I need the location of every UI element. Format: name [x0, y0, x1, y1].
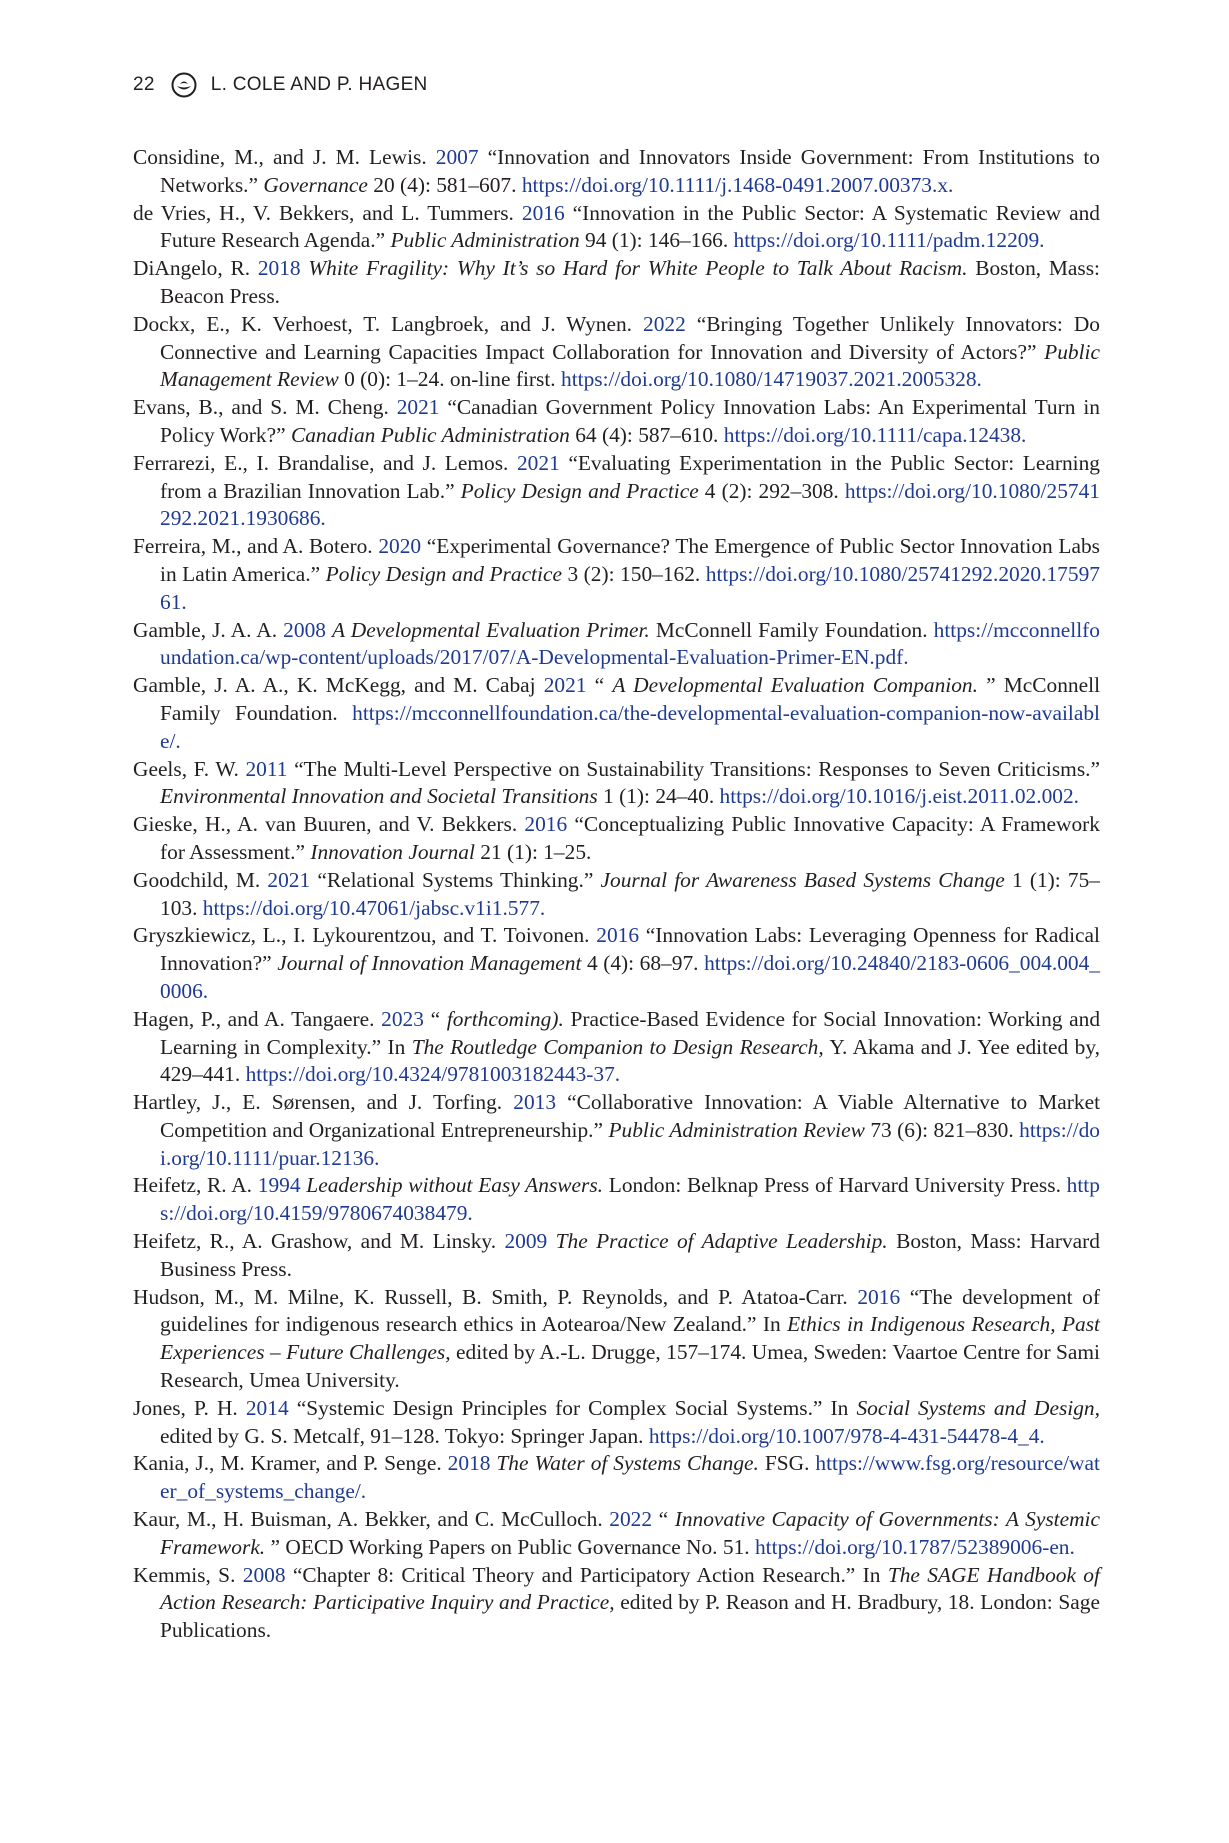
reference-authors: Heifetz, R. A.: [133, 1173, 253, 1198]
reference-details-2: Y. Akama and J. Yee edited by, 429–441.: [160, 1034, 1100, 1087]
reference-details: Boston, Mass: Harvard Business Press.: [160, 1229, 1100, 1281]
reference-doi-link[interactable]: https://doi.org/10.4324/9781003182443-37.: [245, 1062, 621, 1087]
reference-title: “Bringing Together Unlikely Innovators: Do Connective and Learning Capacities Impact Collaboration for Innovation and Diversity of Actors?”: [160, 311, 1100, 364]
reference-authors: Gamble, J. A. A., K. McKegg, and M. Cabaj: [133, 673, 536, 698]
reference-details: 1 (1): 24–40.: [603, 784, 715, 809]
reference-entry: [133, 311, 1100, 394]
reference-entry: [133, 756, 1100, 812]
reference-authors: Kania, J., M. Kramer, and P. Senge.: [133, 1451, 442, 1476]
reference-source: Environmental Innovation and Societal Transitions: [160, 784, 598, 809]
reference-title: “: [430, 1006, 441, 1031]
reference-authors: Hartley, J., E. Sørensen, and J. Torfing.: [133, 1090, 503, 1115]
reference-year-link[interactable]: 2009: [504, 1229, 548, 1254]
reference-doi-link[interactable]: https://doi.org/10.1111/puar.12136.: [160, 1117, 1100, 1170]
reference-entry: [133, 867, 1100, 923]
reference-doi-link[interactable]: https://mcconnellfoundation.ca/the-developmental-evaluation-companion-now-available/.: [160, 700, 1100, 753]
reference-year-link[interactable]: 2018: [257, 256, 301, 281]
reference-year-link[interactable]: 2013: [513, 1090, 557, 1115]
running-header-authors: L. COLE AND P. HAGEN: [210, 74, 428, 95]
reference-details: Practice-Based Evidence for Social Innovation: Working and Learning in Complexity.” In: [160, 1006, 1101, 1059]
reference-title: “The Multi-Level Perspective on Sustainability Transitions: Responses to Seven Criticisms.”: [294, 756, 1100, 781]
reference-title: “Canadian Government Policy Innovation Labs: An Experimental Turn in Policy Work?”: [160, 395, 1100, 447]
reference-source: Innovation Journal: [310, 839, 475, 864]
reference-year-link[interactable]: 1994: [257, 1173, 301, 1198]
reference-year-link[interactable]: 2016: [857, 1284, 901, 1309]
reference-details: ” McConnell Family Foundation.: [160, 673, 1101, 725]
reference-year-link[interactable]: 2016: [596, 923, 640, 948]
reference-doi-link[interactable]: https://doi.org/10.1787/52389006-en.: [754, 1534, 1075, 1559]
reference-year-link[interactable]: 2021: [396, 395, 440, 420]
reference-year-link[interactable]: 2016: [524, 812, 568, 837]
reference-entry: [133, 1450, 1100, 1506]
reference-authors: Geels, F. W.: [133, 756, 239, 781]
reference-year-link[interactable]: 2007: [435, 145, 479, 169]
reference-authors: Gieske, H., A. van Buuren, and V. Bekkers.: [133, 812, 518, 837]
reference-doi-link[interactable]: https://doi.org/10.1007/978-4-431-54478-4_4.: [648, 1423, 1045, 1448]
reference-details: 21 (1): 1–25.: [480, 839, 592, 864]
reference-details: 73 (6): 821–830.: [870, 1117, 1014, 1142]
reference-year-link[interactable]: 2008: [242, 1562, 286, 1587]
reference-authors: Hagen, P., and A. Tangaere.: [133, 1006, 375, 1031]
reference-entry: [133, 533, 1100, 616]
reference-details: edited by P. Reason and H. Bradbury, 18. London: Sage Publications.: [160, 1590, 1100, 1643]
reference-authors: Ferrarezi, E., I. Brandalise, and J. Lemos.: [133, 450, 509, 475]
running-header: [133, 72, 428, 98]
reference-source: Policy Design and Practice: [460, 478, 699, 503]
reference-title: “Chapter 8: Critical Theory and Participatory Action Research.” In: [292, 1562, 881, 1587]
reference-source: The Practice of Adaptive Leadership.: [555, 1229, 888, 1254]
reference-entry: [133, 144, 1100, 200]
reference-title: “: [594, 673, 605, 698]
reference-year-link[interactable]: 2023: [381, 1006, 424, 1031]
reference-doi-link[interactable]: https://doi.org/10.47061/jabsc.v1i1.577.: [202, 895, 546, 920]
reference-entry: [133, 1172, 1100, 1228]
reference-entry: [133, 255, 1100, 311]
reference-authors: Gryszkiewicz, L., I. Lykourentzou, and T. Toivonen.: [133, 923, 590, 948]
reference-source: Journal of Innovation Management: [277, 951, 582, 976]
reference-source: Governance: [263, 172, 368, 197]
reference-details: 20 (4): 581–607.: [373, 172, 517, 197]
reference-details: McConnell Family Foundation.: [655, 617, 928, 642]
reference-authors: de Vries, H., V. Bekkers, and L. Tummers.: [133, 200, 514, 225]
reference-source: Public Management Review: [160, 339, 1100, 392]
reference-year-link[interactable]: 2020: [378, 534, 422, 559]
reference-year-link[interactable]: 2022: [643, 311, 686, 336]
reference-authors: Heifetz, R., A. Grashow, and M. Linsky.: [133, 1229, 497, 1254]
reference-entry: [133, 1006, 1100, 1089]
reference-details: FSG.: [764, 1451, 810, 1476]
reference-details: Boston, Mass: Beacon Press.: [160, 256, 1101, 308]
reference-doi-link[interactable]: https://doi.org/10.1111/capa.12438.: [723, 422, 1027, 447]
reference-year-link[interactable]: 2018: [447, 1451, 491, 1476]
reference-authors: Gamble, J. A. A.: [133, 617, 278, 642]
reference-doi-link[interactable]: https://doi.org/10.1111/j.1468-0491.2007.00373.x.: [521, 172, 954, 197]
reference-authors: Kaur, M., H. Buisman, A. Bekker, and C. McCulloch.: [133, 1507, 603, 1532]
reference-authors: Hudson, M., M. Milne, K. Russell, B. Smith, P. Reynolds, and P. Atatoa-Carr.: [133, 1284, 848, 1309]
reference-year-link[interactable]: 2014: [245, 1395, 289, 1420]
reference-title: “Innovation and Innovators Inside Government: From Institutions to Networks.”: [160, 145, 1101, 197]
reference-entry: [133, 1506, 1100, 1562]
reference-year-link[interactable]: 2008: [283, 617, 326, 642]
reference-entry: [133, 1562, 1100, 1645]
reference-details: 4 (2): 292–308.: [704, 478, 839, 503]
reference-entry: [133, 1284, 1100, 1395]
reference-doi-link[interactable]: https://mcconnellfoundation.ca/wp-content/uploads/2017/07/A-Developmental-Evaluation-Primer-EN.pdf.: [160, 617, 1100, 670]
reference-details: 4 (4): 68–97.: [586, 951, 699, 976]
reference-entry: [133, 394, 1100, 450]
reference-details: 3 (2): 150–162.: [567, 561, 701, 586]
reference-source: Canadian Public Administration: [290, 422, 570, 447]
reference-title: “Conceptualizing Public Innovative Capacity: A Framework for Assessment.”: [160, 812, 1100, 864]
reference-source: Policy Design and Practice: [325, 561, 562, 586]
reference-year-link[interactable]: 2021: [267, 867, 311, 892]
reference-title: “: [658, 1507, 669, 1532]
reference-year-link[interactable]: 2021: [543, 673, 587, 698]
reference-details: 94 (1): 146–166.: [585, 228, 729, 253]
reference-entry: [133, 922, 1100, 1005]
reference-source: The SAGE Handbook of Action Research: Participative Inquiry and Practice,: [160, 1562, 1100, 1615]
reference-doi-link[interactable]: https://doi.org/10.24840/2183-0606_004.004_0006.: [160, 951, 1100, 1003]
reference-details: 1 (1): 75–103.: [160, 867, 1100, 920]
reference-source: Leadership without Easy Answers.: [306, 1173, 604, 1198]
reference-source: Journal for Awareness Based Systems Change: [600, 867, 1005, 892]
reference-doi-link[interactable]: https://doi.org/10.4159/9780674038479.: [160, 1173, 1100, 1226]
reference-details: 0 (0): 1–24. on-line first.: [344, 367, 556, 392]
reference-authors: Evans, B., and S. M. Cheng.: [133, 395, 389, 420]
reference-source: Innovative Capacity of Governments: A Systemic Framework.: [160, 1507, 1100, 1559]
reference-source: forthcoming).: [446, 1006, 564, 1031]
reference-entry: [133, 617, 1100, 673]
reference-details: edited by G. S. Metcalf, 91–128. Tokyo: Springer Japan.: [160, 1423, 644, 1448]
reference-year-link[interactable]: 2022: [609, 1507, 653, 1532]
reference-details: London: Belknap Press of Harvard University Press.: [608, 1173, 1061, 1198]
reference-entry: [133, 1228, 1100, 1284]
reference-details: ” OECD Working Papers on Public Governance No. 51.: [270, 1534, 750, 1559]
reference-doi-link[interactable]: https://doi.org/10.1080/25741292.2020.1759761.: [160, 561, 1100, 614]
reference-source: Public Administration Review: [608, 1117, 865, 1142]
reference-doi-link[interactable]: https://www.fsg.org/resource/water_of_systems_change/.: [160, 1451, 1100, 1504]
reference-source: White Fragility: Why It’s so Hard for White People to Talk About Racism.: [308, 256, 968, 281]
reference-source: A Developmental Evaluation Primer.: [332, 617, 650, 642]
reference-title: “Innovation Labs: Leveraging Openness for Radical Innovation?”: [160, 923, 1100, 976]
reference-doi-link[interactable]: https://doi.org/10.1111/padm.12209.: [733, 228, 1045, 253]
reference-authors: DiAngelo, R.: [133, 256, 251, 281]
reference-entry: [133, 1089, 1100, 1172]
reference-authors: Kemmis, S.: [133, 1562, 236, 1587]
reference-authors: Considine, M., and J. M. Lewis.: [133, 145, 427, 169]
reference-source: Public Administration: [390, 228, 580, 253]
reference-entry: [133, 1395, 1100, 1451]
reference-source: Ethics in Indigenous Research, Past Experiences – Future Challenges,: [160, 1312, 1100, 1365]
reference-details: edited by A.-L. Drugge, 157–174. Umea, Sweden: Vaartoe Centre for Sami Research, Umea University.: [160, 1340, 1101, 1393]
reference-entry: [133, 200, 1100, 256]
page-number: 22: [133, 74, 155, 95]
reference-doi-link[interactable]: https://doi.org/10.1080/25741292.2021.1930686.: [160, 478, 1100, 531]
reference-title: “Innovation in the Public Sector: A Systematic Review and Future Research Agenda.”: [160, 200, 1100, 253]
reference-authors: Dockx, E., K. Verhoest, T. Langbroek, and J. Wynen.: [133, 311, 633, 336]
reference-year-link[interactable]: 2011: [245, 756, 288, 781]
reference-title: “Experimental Governance? The Emergence of Public Sector Innovation Labs in Latin America.”: [160, 534, 1100, 586]
reference-authors: Goodchild, M.: [133, 867, 261, 892]
reference-source: The Water of Systems Change.: [496, 1451, 759, 1476]
reference-entry: [133, 450, 1100, 533]
reference-source: A Developmental Evaluation Companion.: [612, 673, 978, 698]
reference-entry: [133, 672, 1100, 755]
reference-authors: Ferreira, M., and A. Botero.: [133, 534, 373, 559]
reference-title: “Collaborative Innovation: A Viable Alternative to Market Competition and Organizational Entrepreneurship.”: [160, 1090, 1101, 1142]
reference-year-link[interactable]: 2016: [521, 200, 565, 225]
reference-doi-link[interactable]: https://doi.org/10.1080/14719037.2021.2005328.: [561, 367, 982, 392]
reference-title: “The development of guidelines for indigenous research ethics in Aotearoa/New Zealand.” In: [160, 1284, 1100, 1337]
reference-doi-link[interactable]: https://doi.org/10.1016/j.eist.2011.02.002.: [719, 784, 1080, 809]
reference-title: “Systemic Design Principles for Complex Social Systems.” In: [296, 1395, 849, 1420]
reference-details: 64 (4): 587–610.: [575, 422, 719, 447]
reference-list: [133, 144, 1100, 1645]
reference-title: “Relational Systems Thinking.”: [317, 867, 594, 892]
reference-entry: [133, 811, 1100, 867]
reference-title: “Evaluating Experimentation in the Public Sector: Learning from a Brazilian Innovation Lab.”: [160, 450, 1100, 503]
reference-authors: Jones, P. H.: [133, 1395, 238, 1420]
journal-logo-icon: [171, 72, 197, 98]
reference-source: Social Systems and Design,: [856, 1395, 1100, 1420]
reference-year-link[interactable]: 2021: [516, 450, 560, 475]
reference-book-title: The Routledge Companion to Design Research,: [411, 1034, 824, 1059]
